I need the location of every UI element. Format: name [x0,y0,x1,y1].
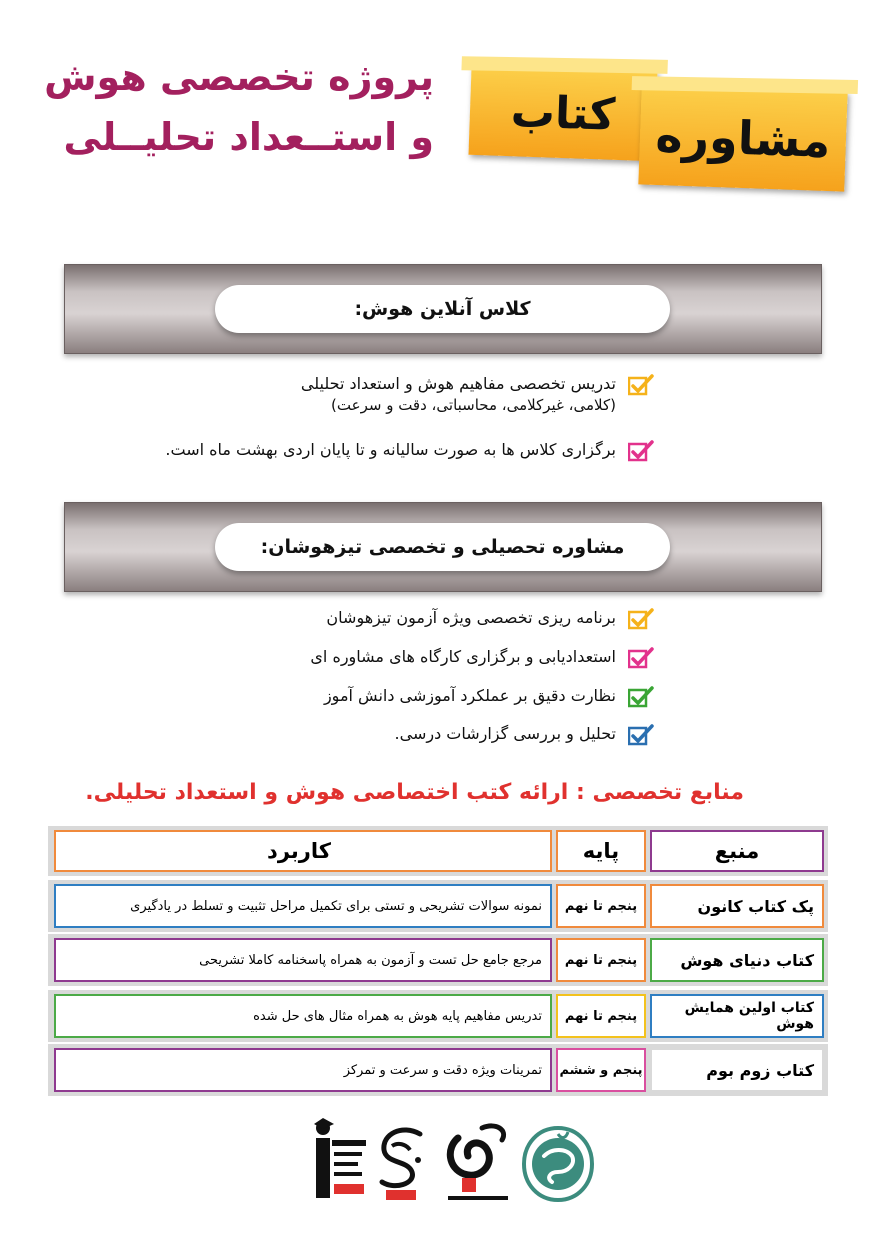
cell-source: کتاب اولین همایش هوش [650,994,824,1038]
cell-usage: نمونه سوالات تشریحی و تستی برای تکمیل مراحل تثبیت و تسلط در یادگیری [54,884,552,928]
cell-source: پک کتاب کانون [650,884,824,928]
section2-heading-text: مشاوره تحصیلی و تخصصی تیزهوشان: [260,536,625,558]
tag-book-label: کتاب [510,85,617,141]
list-item [310,645,654,669]
checkbox-check-icon [628,440,654,462]
item-text: تحلیل و بررسی گزارشات درسی. [394,724,616,743]
cell-usage: مرجع جامع حل تست و آزمون به همراه پاسخنامه کاملا تشریحی [54,938,552,982]
title-line-2: و استــعداد تحلیــلی [63,115,434,159]
column-header-usage: کاربرد [54,830,552,872]
item-text: استعدادیابی و برگزاری کارگاه های مشاوره ای [310,647,616,666]
section1-heading-text: کلاس آنلاین هوش: [354,298,531,320]
cell-usage: تمرینات ویژه دقت و سرعت و تمرکز [54,1048,552,1092]
column-header-level: پایه [556,830,646,872]
table-header [48,826,828,876]
cell-level: پنجم تا نهم [556,994,646,1038]
checkbox-check-icon [628,686,654,708]
item-subtext: (کلامی، غیرکلامی، محاسباتی، دقت و سرعت) [331,396,616,415]
title-line-1: پروژه تخصصی هوش [44,55,434,99]
tag-consult [638,84,847,191]
list-item [395,722,654,746]
list-item [301,372,654,417]
cell-source: کتاب زوم بوم [650,1048,824,1092]
cell-level: پنجم تا نهم [556,938,646,982]
salaleh-logo [442,1120,516,1204]
list-item [324,684,654,708]
list-item [165,438,654,462]
parvaresh-logo [372,1124,432,1202]
tag-consult-label: مشاوره [654,107,832,169]
tag-book [468,65,657,161]
checkbox-check-icon [628,724,654,746]
cell-level: پنجم و ششم [556,1048,646,1092]
checkbox-check-icon [628,374,654,396]
round-logo [522,1126,594,1202]
column-header-source: منبع [650,830,824,872]
section2-heading [215,523,670,571]
item-text: نظارت دقیق بر عملکرد آموزشی دانش آموز [323,686,616,705]
list-item [326,606,654,630]
kanoon-logo [314,1118,370,1204]
table-row [48,934,828,986]
cell-usage: تدریس مفاهیم پایه هوش به همراه مثال های حل شده [54,994,552,1038]
table-row [48,1044,828,1096]
sources-heading: منابع تخصصی : ارائه کتب اختصاصی هوش و استعداد تحلیلی. [85,780,744,805]
table-row [48,990,828,1042]
item-text: برنامه ریزی تخصصی ویژه آزمون تیزهوشان [326,608,616,627]
cell-level: پنجم تا نهم [556,884,646,928]
item-text: تدریس تخصصی مفاهیم هوش و استعداد تحلیلی [300,374,616,393]
section1-heading [215,285,670,333]
item-text: برگزاری کلاس ها به صورت سالیانه و تا پایان اردی بهشت ماه است. [165,440,616,459]
table-row [48,880,828,932]
checkbox-check-icon [628,608,654,630]
checkbox-check-icon [628,647,654,669]
cell-source: کتاب دنیای هوش [650,938,824,982]
